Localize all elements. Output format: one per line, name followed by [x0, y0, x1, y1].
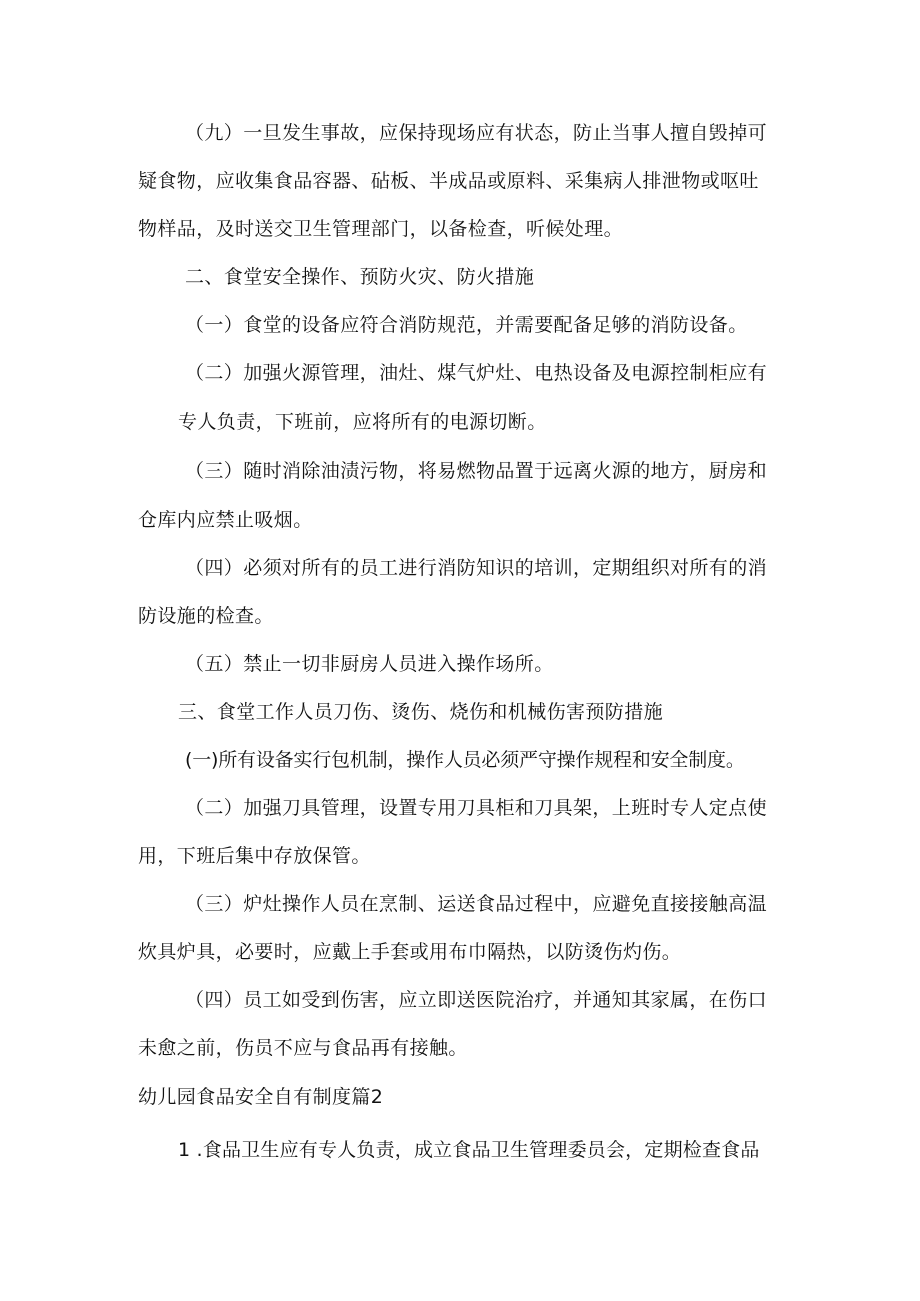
- paragraph-line: （一）食堂的设备应符合消防规范，并需要配备足够的消防设备。: [185, 314, 748, 336]
- section-heading: 三、食堂工作人员刀伤、烫伤、烧伤和机械伤害预防措施: [178, 701, 664, 723]
- paragraph-line: 物样品，及时送交卫生管理部门，以备检查，听候处理。: [138, 218, 624, 240]
- paragraph-line: （四）员工如受到伤害，应立即送医院治疗，并通知其家属，在伤口: [185, 989, 768, 1011]
- paragraph-line: 防设施的检查。: [138, 605, 274, 627]
- paragraph-line: （三）炉灶操作人员在烹制、运送食品过程中，应避免直接接触高温: [185, 893, 768, 915]
- paragraph-line: (一)所有设备实行包机制，操作人员必须严守操作规程和安全制度。: [185, 749, 745, 771]
- paragraph-line: 疑食物，应收集食品容器、砧板、半成品或原料、采集病人排泄物或呕吐: [138, 170, 759, 192]
- paragraph-line: （四）必须对所有的员工进行消防知识的培训，定期组织对所有的消: [185, 557, 768, 579]
- document-section-title: 幼儿园食品安全自有制度篇2: [138, 1086, 384, 1108]
- paragraph-line: 专人负责，下班前，应将所有的电源切断。: [178, 411, 547, 433]
- paragraph-line: （五）禁止一切非厨房人员进入操作场所。: [185, 653, 554, 675]
- paragraph-line: 未愈之前，伤员不应与食品再有接触。: [138, 1037, 468, 1059]
- paragraph-line: （三）随时消除油渍污物，将易燃物品置于远离火源的地方，厨房和: [185, 460, 768, 482]
- paragraph-line: 用，下班后集中存放保管。: [138, 845, 371, 867]
- paragraph-line: （二）加强火源管理，油灶、煤气炉灶、电热设备及电源控制柜应有: [185, 362, 768, 384]
- section-heading: 二、食堂安全操作、预防火灾、防火措施: [185, 266, 535, 288]
- paragraph-line: 仓库内应禁止吸烟。: [138, 509, 313, 531]
- paragraph-line: 1 .食品卫生应有专人负责，成立食品卫生管理委员会，定期检查食品: [178, 1139, 760, 1161]
- paragraph-line: （九）一旦发生事故，应保持现场应有状态，防止当事人擅自毁掉可: [185, 122, 768, 144]
- paragraph-line: 炊具炉具，必要时，应戴上手套或用布巾隔热，以防烫伤灼伤。: [138, 941, 682, 963]
- paragraph-line: （二）加强刀具管理，设置专用刀具柜和刀具架，上班时专人定点使: [185, 797, 768, 819]
